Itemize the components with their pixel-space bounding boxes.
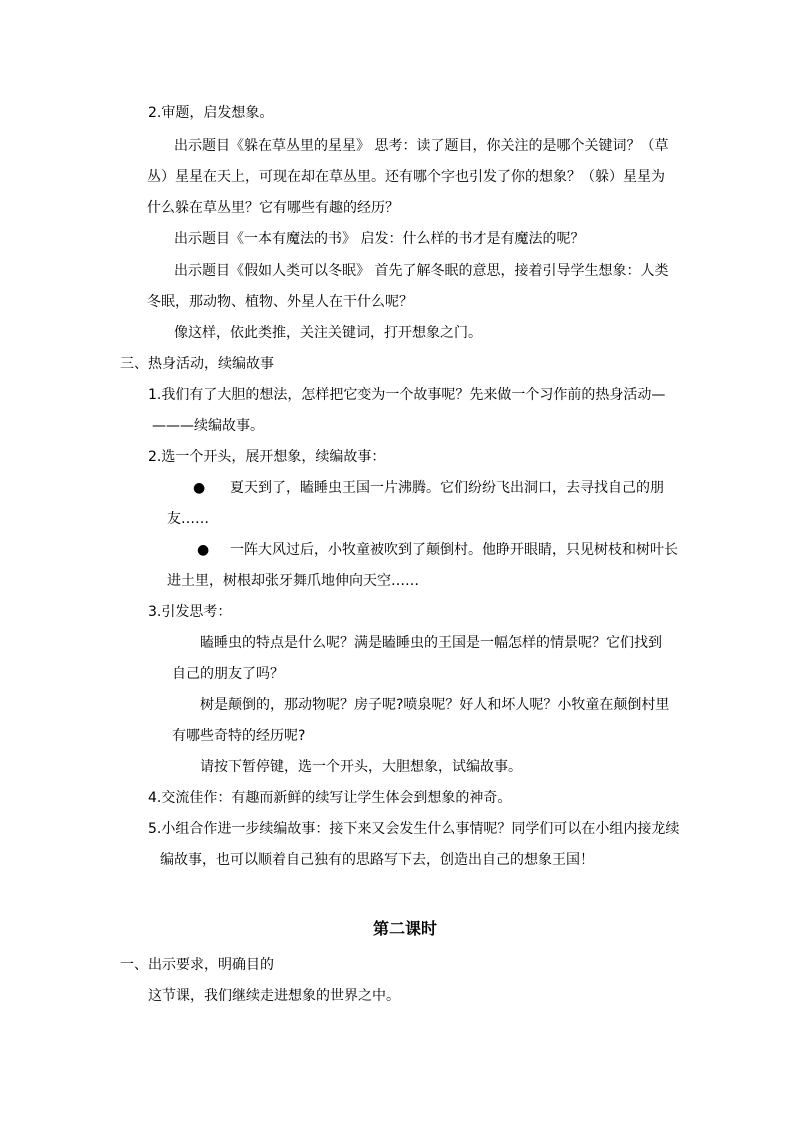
paragraph-line: 树是颠倒的，那动物呢？房子呢?喷泉呢？好人和坏人呢？小牧童在颠倒村里 — [200, 697, 670, 713]
section-item-2: 2.审题，启发想象。 — [148, 105, 274, 121]
paragraph-line: 请按下暂停键，选一个开头，大胆想象，试编故事。 — [200, 759, 522, 775]
paragraph-line: 像这样，依此类推，关注关键词，打开想象之门。 — [174, 325, 482, 341]
paragraph-line: ———续编故事。 — [152, 418, 264, 434]
paragraph-line: 冬眠，那动物、植物、外星人在干什么呢？ — [147, 294, 413, 310]
paragraph-line: 有哪些奇特的经历呢? — [172, 728, 306, 744]
bullet-icon: ● — [197, 542, 210, 558]
section-item-4: 4.交流佳作：有趣而新鲜的续写让学生体会到想象的神奇。 — [148, 790, 512, 806]
paragraph-line: 自己的朋友了吗？ — [172, 666, 284, 682]
paragraph-line: 什么躲在草丛里？它有哪些有趣的经历？ — [147, 200, 399, 216]
lesson-title: 第二课时 — [373, 919, 438, 938]
bullet-item-text: 进土里，树根却张牙舞爪地伸向天空…… — [167, 573, 419, 589]
bullet-icon: ● — [193, 480, 206, 496]
paragraph-line: 编故事，也可以顺着自己独有的思路写下去，创造出自己的想象王国！ — [160, 852, 594, 868]
bullet-item-text: 夏天到了，瞌睡虫王国一片沸腾。它们纷纷飞出洞口，去寻找自己的朋 — [230, 480, 664, 496]
section-heading: 三、热身活动，续编故事 — [120, 356, 274, 372]
section-heading: 一、出示要求，明确目的 — [120, 957, 274, 973]
bullet-item-text: 友…… — [167, 511, 209, 527]
paragraph-line: 出示题目《躲在草丛里的星星》 思考：读了题目，你关注的是哪个关键词？（草 — [174, 138, 669, 154]
paragraph-line: 瞌睡虫的特点是什么呢？满是瞌睡虫的王国是一幅怎样的情景呢？它们找到 — [200, 635, 662, 651]
paragraph-line: 出示题目《假如人类可以冬眠》 首先了解冬眠的意思，接着引导学生想象：人类 — [174, 263, 669, 279]
section-item-5: 5.小组合作进一步续编故事：接下来又会发生什么事情呢？同学们可以在小组内接龙续 — [148, 821, 680, 837]
paragraph-line: 丛）星星在天上，可现在却在草丛里。还有哪个字也引发了你的想象？（躲）星星为 — [147, 169, 665, 185]
section-item-2: 2.选一个开头，展开想象，续编故事： — [148, 449, 386, 465]
paragraph-line: 出示题目《一本有魔法的书》 启发：什么样的书才是有魔法的呢？ — [174, 231, 585, 247]
bullet-item-text: 一阵大风过后，小牧童被吹到了颠倒村。他睁开眼睛，只见树枝和树叶长 — [230, 542, 678, 558]
paragraph-line: 这节课，我们继续走进想象的世界之中。 — [148, 988, 400, 1004]
section-item-3: 3.引发思考： — [148, 604, 232, 620]
paragraph-line: 1.我们有了大胆的想法，怎样把它变为一个故事呢？先来做一个习作前的热身活动— — [148, 387, 666, 403]
